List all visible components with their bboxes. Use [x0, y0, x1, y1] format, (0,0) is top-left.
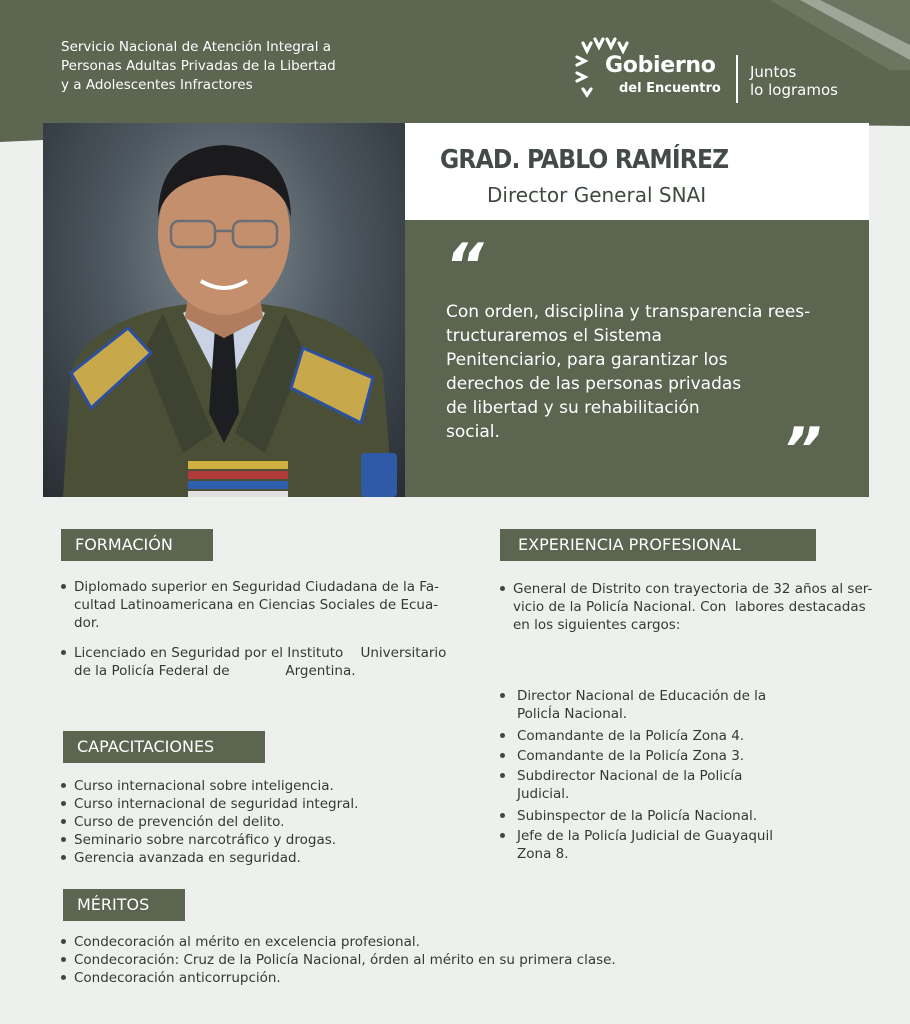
logo-subtitle: del Encuentro: [619, 81, 721, 96]
portrait-photo: [43, 123, 405, 497]
list-item-line: Director Nacional de Educación de la: [517, 688, 767, 704]
slogan-line: Juntos: [750, 63, 797, 81]
list-item: [61, 644, 461, 680]
capacitaciones-list: [61, 777, 461, 867]
quote-line: Con orden, disciplina y transparencia rees-: [446, 302, 811, 322]
list-item: [61, 933, 681, 951]
institution-name: [61, 38, 381, 95]
slogan: [750, 63, 838, 99]
name-panel: [405, 123, 869, 220]
logo-title: Gobierno: [605, 53, 716, 78]
quote-panel: [405, 220, 869, 497]
portrait-illustration: [43, 123, 405, 497]
list-item-line: Subinspector de la Policía Nacional.: [517, 808, 758, 824]
list-item-text: Curso internacional sobre inteligencia.: [74, 778, 334, 794]
list-item-text: Seminario sobre narcotráfico y drogas.: [74, 832, 337, 848]
list-item: [61, 831, 461, 849]
list-item-line: Licenciado en Seguridad por el Instituto Universitario: [74, 645, 447, 661]
institution-line: y a Adolescentes Infractores: [61, 77, 253, 93]
section-header-capacitaciones: CAPACITACIONES: [63, 731, 265, 763]
header-band: [0, 0, 910, 120]
list-item: [61, 578, 461, 632]
list-item-line: Comandante de la Policía Zona 4.: [517, 728, 745, 744]
list-item-line: Comandante de la Policía Zona 3.: [517, 748, 745, 764]
open-quote-icon: “: [445, 231, 484, 301]
list-item: [500, 767, 900, 803]
list-item-text: Condecoración: Cruz de la Policía Nacional, órden al mérito en su primera clase.: [74, 952, 616, 968]
list-item-line: dor.: [74, 615, 100, 631]
list-item-line: de la Policía Federal de Argentina.: [74, 663, 356, 679]
list-item: [61, 795, 461, 813]
quote-text: [446, 300, 810, 444]
close-quote-icon: ”: [783, 415, 822, 485]
experiencia-intro: [500, 580, 900, 634]
formacion-list: [61, 578, 461, 680]
list-item-line: Diplomado superior en Seguridad Ciudadana de la Fa-: [74, 579, 439, 595]
list-item-line: PolicÍa Nacional.: [517, 706, 628, 722]
list-item-line: Zona 8.: [517, 846, 569, 862]
list-item: [61, 969, 681, 987]
list-item: [61, 849, 461, 867]
list-item-text: Gerencia avanzada en seguridad.: [74, 850, 301, 866]
government-logo: [575, 33, 875, 108]
list-item-text: Curso internacional de seguridad integral.: [74, 796, 359, 812]
person-role: Director General SNAI: [487, 183, 707, 207]
institution-line: Servicio Nacional de Atención Integral a: [61, 39, 332, 55]
logo-divider: [736, 55, 738, 103]
list-item: [500, 727, 900, 745]
section-header-experiencia: EXPERIENCIA PROFESIONAL: [500, 529, 816, 561]
list-item-line: vicio de la Policía Nacional. Con labores destacadas: [513, 599, 866, 615]
list-item-line: Judicial.: [517, 786, 570, 802]
list-item: [61, 951, 681, 969]
quote-line: de libertad y su rehabilitación: [446, 398, 700, 418]
list-item-line: en los siguientes cargos:: [513, 617, 681, 633]
section-header-formacion: FORMACIÓN: [61, 529, 213, 561]
list-item: [500, 687, 900, 723]
list-item: [500, 807, 900, 825]
list-item-line: Jefe de la Policía Judicial de Guayaquil: [517, 828, 773, 844]
quote-line: social.: [446, 422, 500, 442]
list-item: [61, 813, 461, 831]
quote-line: Penitenciario, para garantizar los: [446, 350, 728, 370]
quote-line: derechos de las personas privadas: [446, 374, 742, 394]
list-item-line: General de Distrito con trayectoria de 32 años al ser-: [513, 581, 873, 597]
section-header-meritos: MÉRITOS: [63, 889, 185, 921]
quote-line: tructuraremos el Sistema: [446, 326, 662, 346]
list-item-line: cultad Latinoamericana en Ciencias Sociales de Ecua-: [74, 597, 439, 613]
list-item: [500, 747, 900, 765]
slogan-line: lo logramos: [750, 81, 838, 99]
person-name: GRAD. PABLO RAMÍREZ: [440, 145, 729, 175]
list-item-text: Curso de prevención del delito.: [74, 814, 285, 830]
list-item-text: Condecoración anticorrupción.: [74, 970, 281, 986]
list-item-line: Subdirector Nacional de la Policía: [517, 768, 743, 784]
institution-line: Personas Adultas Privadas de la Libertad: [61, 58, 336, 74]
cargos-list: [500, 687, 900, 863]
list-item: [500, 827, 900, 863]
list-item: [61, 777, 461, 795]
list-item-text: Condecoración al mérito en excelencia profesional.: [74, 934, 420, 950]
meritos-list: [61, 933, 681, 987]
list-item: [500, 580, 900, 634]
